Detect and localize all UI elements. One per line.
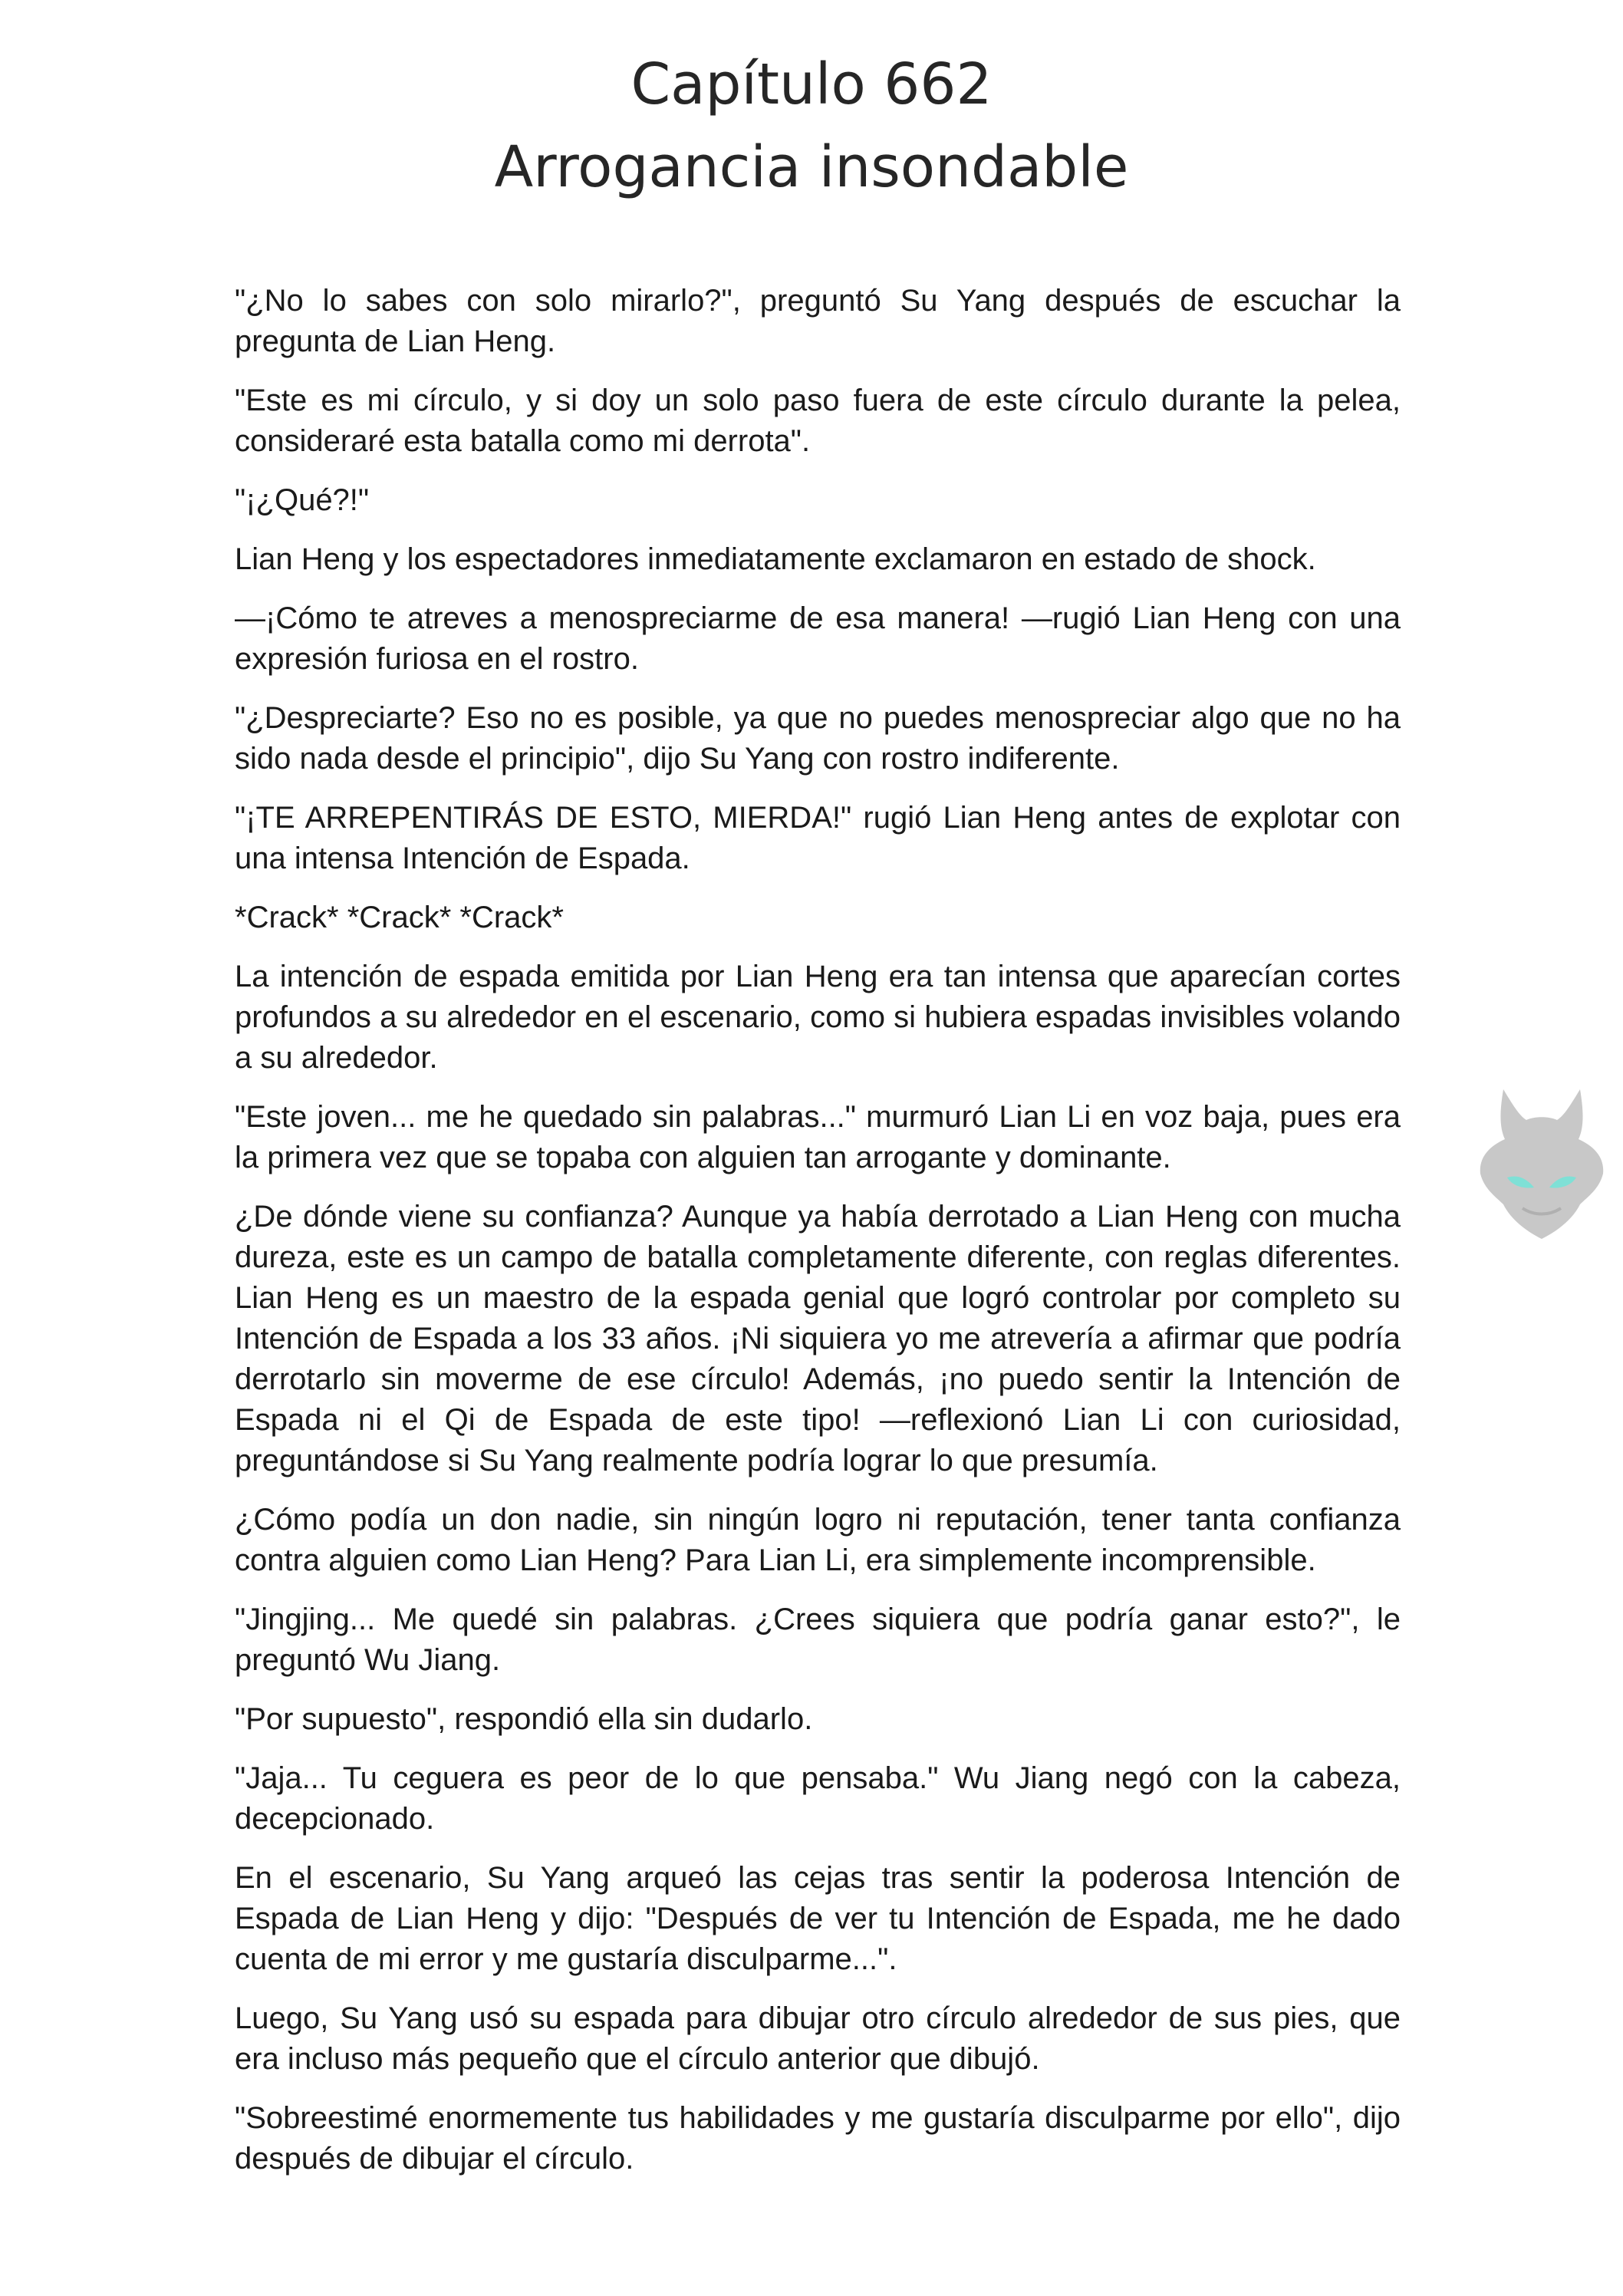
demon-head-logo-icon (1473, 1074, 1611, 1243)
paragraph: En el escenario, Su Yang arqueó las cejas tras sentir la poderosa Intención de Espada de Lian Heng y dijo: "Después de ver tu Intención de Espada, me he dado cuenta de mi error y me gustaría disculparme...". (235, 1861, 1401, 1976)
paragraph: —¡Cómo te atreves a menospreciarme de esa manera! —rugió Lian Heng con una expresión furiosa en el rostro. (235, 601, 1401, 676)
paragraph: ¿De dónde viene su confianza? Aunque ya había derrotado a Lian Heng con mucha dureza, este es un campo de batalla completamente diferente, con reglas diferentes. Lian Heng es un maestro de la espada genial que logró controlar por completo su Intención de Espada a los 33 años. ¡Ni siquiera yo me atrevería a afirmar que podría derrotarlo sin moverme de ese círculo! Además, ¡no puedo sentir la Intención de Espada ni el Qi de Espada de este tipo! —reflexionó Lian Li con curiosidad, preguntándose si Su Yang realmente podría lograr lo que presumía. (235, 1200, 1401, 1477)
paragraph: "Este es mi círculo, y si doy un solo paso fuera de este círculo durante la pelea, consideraré esta batalla como mi derrota". (235, 384, 1401, 458)
paragraph: "Por supuesto", respondió ella sin dudarlo. (235, 1702, 813, 1736)
paragraph: Lian Heng y los espectadores inmediatamente exclamaron en estado de shock. (235, 542, 1316, 576)
paragraph: "¿No lo sabes con solo mirarlo?", preguntó Su Yang después de escuchar la pregunta de Lian Heng. (235, 284, 1401, 358)
chapter-title: Arrogancia insondable (494, 134, 1129, 200)
paragraph: Luego, Su Yang usó su espada para dibujar otro círculo alrededor de sus pies, que era incluso más pequeño que el círculo anterior que dibujó. (235, 2001, 1401, 2076)
paragraph: La intención de espada emitida por Lian Heng era tan intensa que aparecían cortes profundos a su alrededor en el escenario, como si hubiera espadas invisibles volando a su alrededor. (235, 960, 1401, 1075)
chapter-number: Capítulo 662 (630, 51, 993, 117)
logo-shape (1480, 1089, 1603, 1239)
paragraph: "Este joven... me he quedado sin palabras..." murmuró Lian Li en voz baja, pues era la primera vez que se topaba con alguien tan arrogante y dominante. (235, 1100, 1401, 1174)
paragraph: "Jingjing... Me quedé sin palabras. ¿Crees siquiera que podría ganar esto?", le preguntó Wu Jiang. (235, 1603, 1401, 1677)
paragraph: *Crack* *Crack* *Crack* (235, 901, 564, 934)
paragraph: "¿Despreciarte? Eso no es posible, ya que no puedes menospreciar algo que no ha sido nada desde el principio", dijo Su Yang con rostro indiferente. (235, 701, 1401, 776)
paragraph: ¿Cómo podía un don nadie, sin ningún logro ni reputación, tener tanta confianza contra alguien como Lian Heng? Para Lian Li, era simplemente incomprensible. (235, 1503, 1401, 1577)
paragraph: "¡TE ARREPENTIRÁS DE ESTO, MIERDA!" rugió Lian Heng antes de explotar con una intensa Intención de Espada. (235, 801, 1401, 875)
paragraph: "¡¿Qué?!" (235, 483, 370, 517)
chapter-heading (0, 43, 1623, 209)
paragraph: "Jaja... Tu ceguera es peor de lo que pensaba." Wu Jiang negó con la cabeza, decepcionado. (235, 1761, 1401, 1836)
chapter-body (235, 281, 1401, 2198)
paragraph: "Sobreestimé enormemente tus habilidades y me gustaría disculparme por ello", dijo después de dibujar el círculo. (235, 2101, 1401, 2176)
